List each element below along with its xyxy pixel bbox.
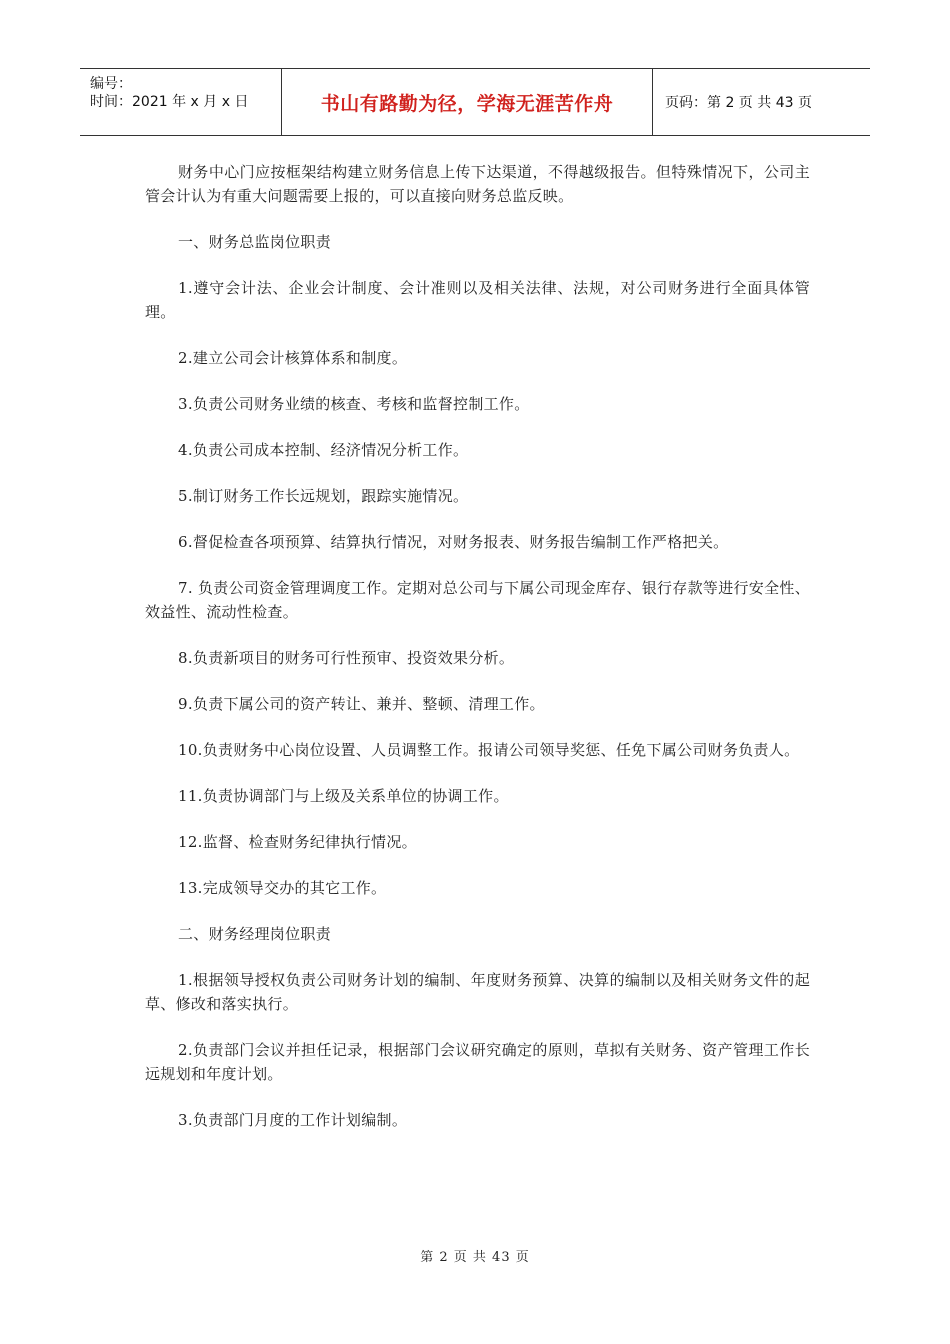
header-meta — [80, 69, 281, 135]
list-item: 2.建立公司会计核算体系和制度。 — [178, 349, 408, 367]
list-item: 5.制订财务工作长远规划，跟踪实施情况。 — [178, 487, 469, 505]
document-number-label: 编号： — [90, 76, 132, 92]
list-item: 2.负责部门会议并担任记录，根据部门会议研究确定的原则，草拟有关财务、资产管理工作长远规划和年度计划。 — [145, 1041, 810, 1083]
list-item: 8.负责新项目的财务可行性预审、投资效果分析。 — [178, 649, 515, 667]
list-item: 11.负责协调部门与上级及关系单位的协调工作。 — [178, 787, 509, 805]
list-item: 13.完成领导交办的其它工作。 — [178, 879, 387, 897]
list-item: 10.负责财务中心岗位设置、人员调整工作。报请公司领导奖惩、任免下属公司财务负责人。 — [178, 741, 800, 759]
section-heading-manager: 二、财务经理岗位职责 — [178, 925, 332, 943]
list-item: 1.遵守会计法、企业会计制度、会计准则以及相关法律、法规，对公司财务进行全面具体管理。 — [145, 279, 810, 321]
list-item: 12.监督、检查财务纪律执行情况。 — [178, 833, 417, 851]
list-item: 9.负责下属公司的资产转让、兼并、整顿、清理工作。 — [178, 695, 545, 713]
list-item: 6.督促检查各项预算、结算执行情况，对财务报表、财务报告编制工作严格把关。 — [178, 533, 729, 551]
page-footer: 第 2 页 共 43 页 — [420, 1250, 530, 1265]
section-heading-director: 一、财务总监岗位职责 — [178, 233, 332, 251]
list-item: 3.负责部门月度的工作计划编制。 — [178, 1111, 408, 1129]
document-date: 时间：2021 年 x 月 x 日 — [90, 94, 249, 110]
document-body — [145, 160, 810, 1154]
intro-paragraph: 财务中心门应按框架结构建立财务信息上传下达渠道，不得越级报告。但特殊情况下，公司主管会计认为有重大问题需要上报的，可以直接向财务总监反映。 — [145, 163, 810, 205]
header-page-info: 页码：第 2 页 共 43 页 — [665, 95, 812, 111]
list-item: 3.负责公司财务业绩的核查、考核和监督控制工作。 — [178, 395, 530, 413]
list-item: 1.根据领导授权负责公司财务计划的编制、年度财务预算、决算的编制以及相关财务文件的起草、修改和落实执行。 — [145, 971, 810, 1013]
list-item: 7. 负责公司资金管理调度工作。定期对总公司与下属公司现金库存、银行存款等进行安全性、效益性、流动性检查。 — [145, 579, 810, 621]
header-motto: 书山有路勤为径，学海无涯苦作舟 — [281, 69, 653, 135]
list-item: 4.负责公司成本控制、经济情况分析工作。 — [178, 441, 469, 459]
document-header — [80, 68, 870, 136]
